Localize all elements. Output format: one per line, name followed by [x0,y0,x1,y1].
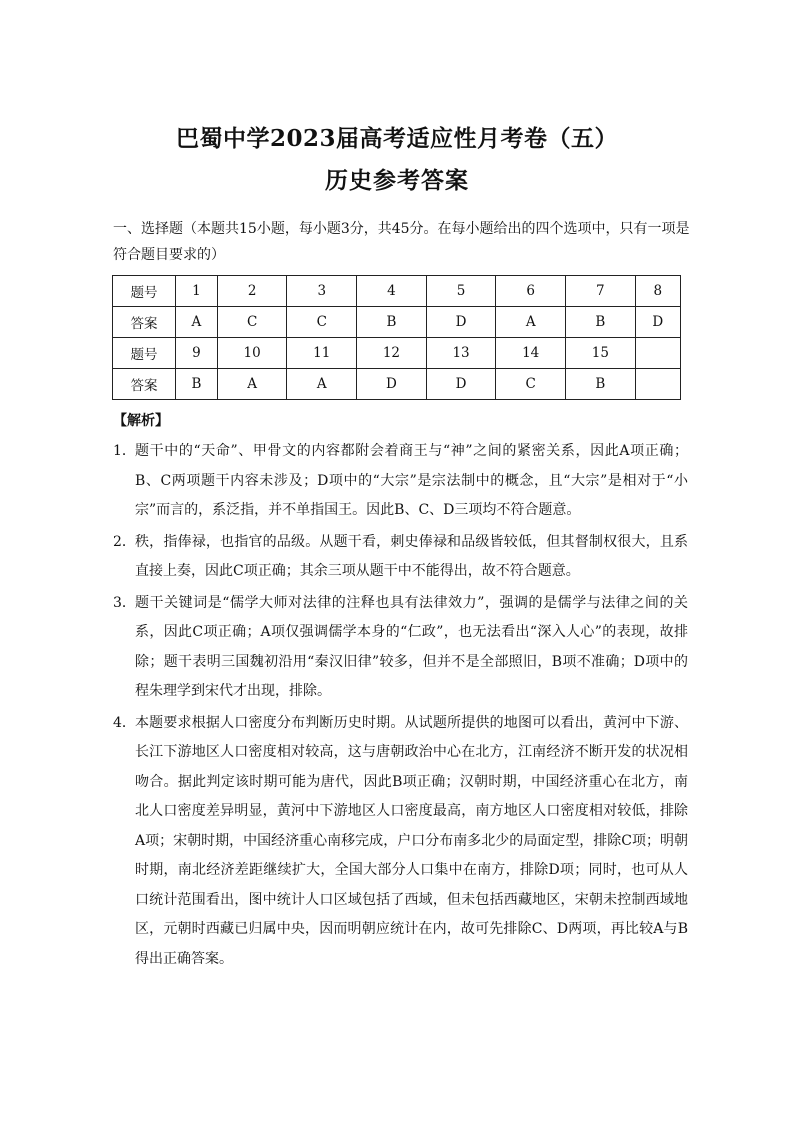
item-number: 1． [113,443,136,459]
item-number: 3． [113,594,136,611]
item-number: 2． [113,533,136,550]
document-title: 巴蜀中学2023届高考适应性月考卷（五） [175,125,618,152]
table-cell: 2 [217,276,287,307]
table-row [113,338,681,369]
table-cell [635,338,680,369]
table-cell: C [496,369,566,400]
table-cell: 9 [176,338,218,369]
table-cell: 4 [357,276,427,307]
answer-table [112,275,681,400]
table-cell [635,369,680,400]
table-cell: 10 [217,338,287,369]
item-text: 本题要求根据人口密度分布判断历史时期。从试题所提供的地图可以看出，黄河中下游、长江下游地区人口密度相对较高，这与唐朝政治中心在北方，江南经济不断开发的状况相吻合。据此判定该时期可能为唐代，因此B项正确；汉朝时期，中国经济重心在北方，南北人口密度差异明显，黄河中下游地区人口密度最高，南方地区人口密度相对较低，排除A项；宋朝时期，中国经济重心南移完成，户口分布南多北少的局面定型，排除C项；明朝时期，南北经济差距继续扩大，全国大部分人口集中在南方，排除D项；同时，也可从人口统计范围看出，图中统计人口区域包括了西域，但未包括西藏地区，宋朝未控制西域地区，元朝时西藏已归属中央，因而明朝应统计在内，故可先排除C、D两项，再比较A与B得出正确答案。 [135,714,688,967]
table-cell: B [357,307,427,338]
item-text: 题干中的“天命”、甲骨文的内容都附会着商王与“神”之间的紧密关系，因此A项正确；B、C两项题干内容未涉及；D项中的“大宗”是宗法制中的概念，且“大宗”是相对于“小宗”而言的，系泛指，并不单指国王。因此B、C、D三项均不符合题意。 [135,443,688,518]
table-cell: 1 [176,276,218,307]
table-cell: 12 [357,338,427,369]
explanation-item [113,528,688,587]
table-cell: 8 [635,276,680,307]
table-cell: D [426,369,496,400]
row-header: 答案 [113,307,176,338]
row-header: 答案 [113,369,176,400]
table-row [113,276,681,307]
table-cell: B [566,307,636,338]
explanation-item [113,589,688,707]
table-cell: C [287,307,357,338]
table-cell: A [217,369,287,400]
table-row [113,307,681,338]
table-cell: 13 [426,338,496,369]
table-cell: A [287,369,357,400]
table-cell: 15 [566,338,636,369]
explanation-item [113,709,688,975]
table-cell: 6 [496,276,566,307]
item-number: 4． [113,714,136,731]
table-cell: B [566,369,636,400]
table-cell: A [176,307,218,338]
table-cell: D [635,307,680,338]
section-heading: 一、选择题（本题共15小题，每小题3分，共45分。在每小题给出的四个选项中，只有一项是符合题目要求的） [113,221,690,263]
table-cell: B [176,369,218,400]
document-subtitle: 历史参考答案 [325,167,469,194]
table-cell: A [496,307,566,338]
item-text: 秩，指俸禄，也指官的品级。从题干看，刺史俸禄和品级皆较低，但其督制权很大，且系直接上奏，因此C项正确；其余三项从题干中不能得出，故不符合题意。 [135,533,688,579]
table-cell: 14 [496,338,566,369]
table-cell: C [217,307,287,338]
row-header: 题号 [113,276,176,307]
table-cell: 7 [566,276,636,307]
explanation-item [113,437,688,526]
table-cell: 11 [287,338,357,369]
analysis-label: 【解析】 [113,413,169,429]
table-row [113,369,681,400]
table-cell: 5 [426,276,496,307]
row-header: 题号 [113,338,176,369]
item-text: 题干关键词是“儒学大师对法律的注释也具有法律效力”，强调的是儒学与法律之间的关系，因此C项正确；A项仅强调儒学本身的“仁政”，也无法看出“深入人心”的表现，故排除；题干表明三国魏初沿用“秦汉旧律”较多，但并不是全部照旧，B项不准确；D项中的程朱理学到宋代才出现，排除。 [135,594,688,699]
explanation-list [113,437,688,976]
table-cell: D [357,369,427,400]
table-cell: D [426,307,496,338]
table-cell: 3 [287,276,357,307]
